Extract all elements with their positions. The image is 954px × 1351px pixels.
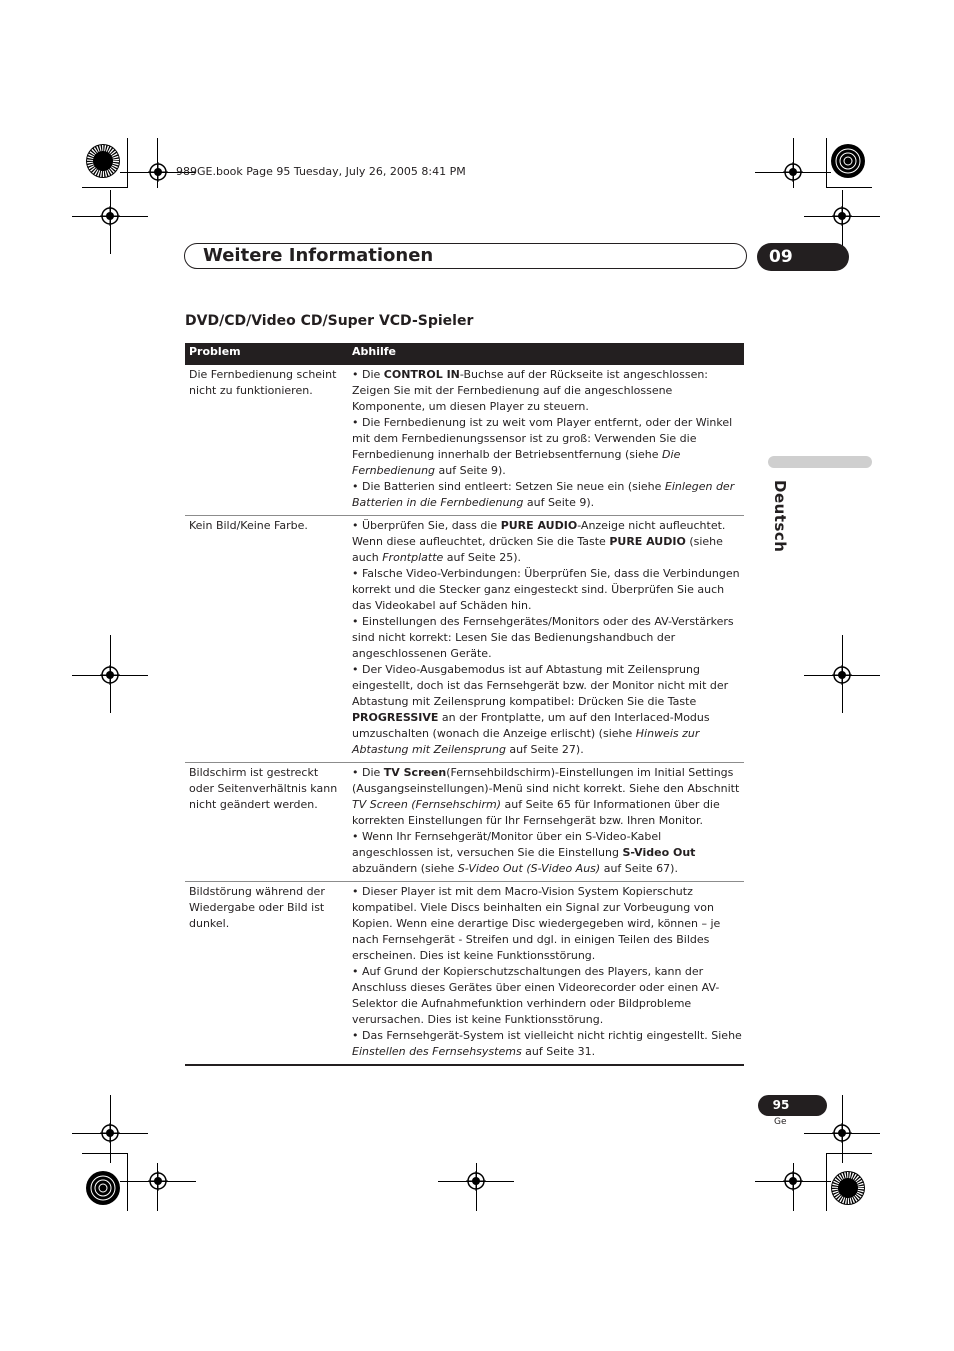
solution-text: auf Seite 25). — [443, 551, 522, 564]
solution-text: PURE AUDIO — [500, 519, 578, 532]
solution-item — [352, 614, 744, 662]
table-header-row — [185, 343, 744, 365]
crop-mark — [82, 187, 128, 188]
table-row — [185, 516, 744, 763]
language-tab-label: Deutsch — [771, 480, 789, 553]
registration-mark-icon — [783, 1171, 803, 1191]
solution-text: • Die — [352, 368, 384, 381]
table-row — [185, 365, 744, 516]
solution-item — [352, 662, 744, 758]
solution-item — [352, 566, 744, 614]
solution-item — [352, 1028, 744, 1060]
solution-text: TV Screen — [383, 766, 447, 779]
table-heading: DVD/CD/Video CD/Super VCD-Spieler — [185, 313, 474, 329]
solution-cell — [352, 516, 744, 762]
column-header-solution: Abhilfe — [352, 345, 397, 358]
registration-mark-icon — [100, 1123, 120, 1143]
registration-mark-icon — [832, 1123, 852, 1143]
solution-text: -Anzeige nicht aufleuchtet. Wenn diese aufleuchtet, drücken Sie die Taste — [352, 519, 726, 548]
solution-text: auf Seite 31. — [521, 1045, 596, 1058]
solution-text: Die Fernbedienung — [352, 448, 681, 477]
solution-text: abzuändern (siehe — [352, 862, 458, 875]
registration-mark-icon — [100, 206, 120, 226]
page-language-code: Ge — [774, 1117, 787, 1127]
table-row — [185, 763, 744, 882]
solution-cell — [352, 882, 744, 1064]
registration-mark-icon — [148, 1171, 168, 1191]
solution-text: S-Video Out (S-Video Aus) — [457, 862, 601, 875]
solution-text: an der Frontplatte, um auf den Interlaced-Modus umzuschalten (wonach die Anzeige erlischt) (siehe — [352, 711, 710, 740]
registration-mark-icon — [832, 206, 852, 226]
table-row — [185, 882, 744, 1066]
solution-text: Einstellen des Fernsehsystems — [352, 1045, 522, 1058]
solution-item — [352, 765, 744, 829]
crop-mark — [127, 1153, 128, 1211]
solution-text: • Der Video-Ausgabemodus ist auf Abtastung mit Zeilensprung eingestellt, doch ist das Fernsehgerät bzw. der Monitor nicht mit der Abtastung mit Zeilensprung kompatibel: Drücken Sie die Taste — [352, 663, 729, 708]
registration-mark-icon — [783, 162, 803, 182]
solution-text: • Falsche Video-Verbindungen: Überprüfen Sie, dass die Verbindungen korrekt und die Stecker ganz eingesteckt sind. Überprüfen Sie auch das Videokabel auf Schäden hin. — [352, 567, 740, 612]
problem-cell: Bildstörung während der Wiedergabe oder Bild ist dunkel. — [189, 885, 325, 930]
solution-text: CONTROL IN — [383, 368, 460, 381]
solution-text: • Dieser Player ist mit dem Macro-Vision System Kopierschutz kompatibel. Viele Discs beinhalten ein Signal zur Vorbeugung von Kopien. Wenn eine derartige Disc wiedergegeben wird, können – je nach Fernsehgerät - Streifen und dgl. in einigen Teilen des Bildes erscheinen. Dies ist keine Funktionsstörung. — [352, 885, 721, 962]
section-title: Weitere Informationen — [203, 245, 434, 266]
crop-mark — [826, 138, 827, 188]
solution-text: • Auf Grund der Kopierschutzschaltungen des Players, kann der Anschluss dieses Gerätes über einen Videorecorder oder einen AV-Selektor die Aufnahmefunktion verhindern oder Bildprobleme verursachen. Dies ist keine Funktionsstörung. — [352, 965, 720, 1026]
file-info: 989GE.book Page 95 Tuesday, July 26, 2005 8:41 PM — [176, 165, 466, 178]
registration-mark-icon — [466, 1171, 486, 1191]
crop-mark — [82, 1153, 128, 1154]
solution-text: S-Video Out — [622, 846, 696, 859]
starburst-mark-icon — [85, 1170, 121, 1206]
solution-text: • Das Fernsehgerät-System ist vielleicht nicht richtig eingestellt. Siehe — [352, 1029, 742, 1042]
solution-item — [352, 518, 744, 566]
solution-cell — [352, 763, 744, 881]
solution-text: Hinweis zur Abtastung mit Zeilensprung — [352, 727, 700, 756]
solution-text: • Wenn Ihr Fernsehgerät/Monitor über ein S-Video-Kabel angeschlossen ist, versuchen Sie die Einstellung — [352, 830, 662, 859]
solution-item — [352, 884, 744, 964]
problem-cell: Bildschirm ist gestreckt oder Seitenverhältnis kann nicht geändert werden. — [189, 766, 338, 811]
problem-cell: Kein Bild/Keine Farbe. — [189, 519, 308, 532]
crop-mark — [826, 187, 872, 188]
solution-text: -Buchse auf der Rückseite ist angeschlossen: Zeigen Sie mit der Fernbedienung auf die angeschlossene Komponente, um diesen Player zu steuern. — [352, 368, 709, 413]
solution-item — [352, 964, 744, 1028]
crop-mark — [127, 138, 128, 188]
troubleshooting-table — [185, 343, 744, 1066]
solution-text: auf Seite 27). — [505, 743, 584, 756]
solution-text: auf Seite 9). — [523, 496, 595, 509]
solution-text: PURE AUDIO — [609, 535, 686, 548]
solution-text: • Die Fernbedienung ist zu weit vom Player entfernt, oder der Winkel mit dem Fernbedienungssensor ist zu groß: Verwenden Sie die Fernbedienung innerhalb der Betriebsentfernung (siehe — [352, 416, 733, 461]
solution-text: • Überprüfen Sie, dass die — [352, 519, 501, 532]
solution-item — [352, 829, 744, 877]
starburst-mark-icon — [830, 143, 866, 179]
solution-text: Frontplatte — [382, 551, 444, 564]
solution-text: • Die Batterien sind entleert: Setzen Sie neue ein (siehe — [352, 480, 665, 493]
crop-mark — [826, 1153, 827, 1211]
solution-text: (Fernsehbildschirm)-Einstellungen im Initial Settings (Ausgangseinstellungen)-Menü sind nicht korrekt. Siehe den Abschnitt — [352, 766, 740, 795]
registration-mark-icon — [100, 665, 120, 685]
solution-text: auf Seite 9). — [435, 464, 506, 477]
solution-item — [352, 479, 744, 511]
chapter-number: 09 — [769, 247, 793, 267]
solution-cell — [352, 365, 744, 515]
problem-cell: Die Fernbedienung scheint nicht zu funktionieren. — [189, 368, 337, 397]
solution-text: • Einstellungen des Fernsehgerätes/Monitors oder des AV-Verstärkers sind nicht korrekt: Lesen Sie das Bedienungshandbuch der angeschlossenen Geräte. — [352, 615, 734, 660]
solution-text: PROGRESSIVE — [352, 711, 439, 724]
solution-text: (siehe auch — [352, 535, 723, 564]
crop-mark — [826, 1153, 872, 1154]
solution-text: • Die — [352, 766, 384, 779]
solution-text: auf Seite 65 für Informationen über die korrekten Einstellungen für Ihr Fernsehgerät bzw. Ihren Monitor. — [352, 798, 720, 827]
solution-text: TV Screen (Fernsehschirm) — [352, 798, 501, 811]
language-tab — [768, 456, 872, 468]
table-body — [185, 365, 744, 1066]
solution-item — [352, 415, 744, 479]
starburst-mark-icon — [830, 1170, 866, 1206]
registration-mark-icon — [148, 162, 168, 182]
registration-mark-icon — [832, 665, 852, 685]
page-number: 95 — [772, 1098, 790, 1112]
column-header-problem: Problem — [189, 345, 241, 358]
solution-text: Einlegen der Batterien in die Fernbedienung — [352, 480, 735, 509]
starburst-mark-icon — [85, 143, 121, 179]
solution-text: auf Seite 67). — [600, 862, 678, 875]
solution-item — [352, 367, 744, 415]
